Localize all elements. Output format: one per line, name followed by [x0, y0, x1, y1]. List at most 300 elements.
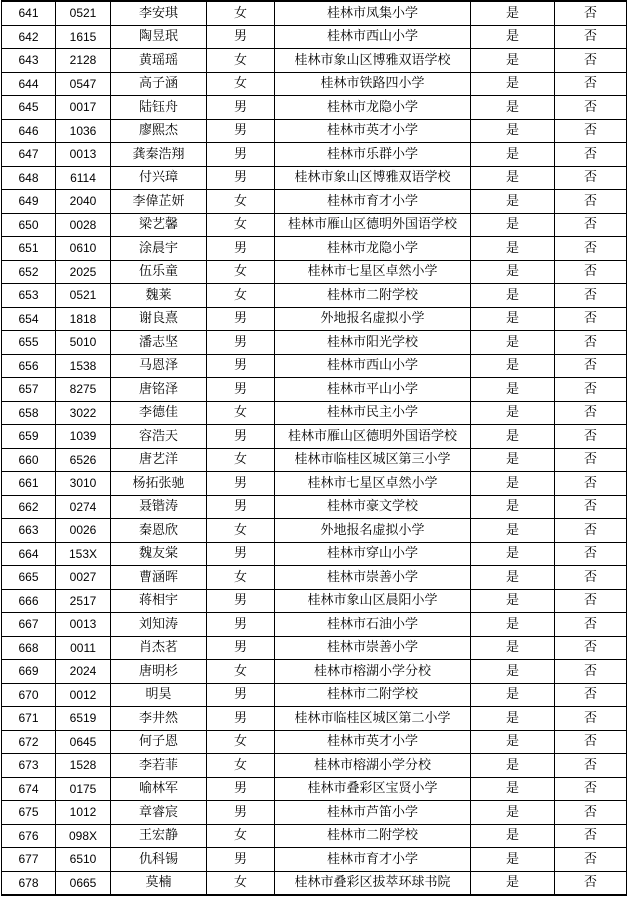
- student-name-cell: 杨拓张驰: [111, 472, 207, 496]
- id-suffix-cell: 0026: [56, 519, 111, 543]
- school-name-cell: 桂林市二附学校: [275, 284, 471, 308]
- student-name-cell: 谢良熹: [111, 307, 207, 331]
- student-name-cell: 明昊: [111, 683, 207, 707]
- id-suffix-cell: 0665: [56, 871, 111, 895]
- table-row: [2, 119, 627, 143]
- gender-cell: 女: [207, 754, 275, 778]
- id-suffix-cell: 0017: [56, 96, 111, 120]
- qualified-flag-cell: 是: [471, 730, 555, 754]
- other-flag-cell: 否: [555, 96, 627, 120]
- table-row: [2, 472, 627, 496]
- other-flag-cell: 否: [555, 378, 627, 402]
- student-name-cell: 章睿宸: [111, 801, 207, 825]
- row-number-cell: 671: [2, 707, 56, 731]
- gender-cell: 女: [207, 260, 275, 284]
- student-name-cell: 付兴璋: [111, 166, 207, 190]
- id-suffix-cell: 2025: [56, 260, 111, 284]
- student-name-cell: 潘志坚: [111, 331, 207, 355]
- qualified-flag-cell: 是: [471, 801, 555, 825]
- qualified-flag-cell: 是: [471, 613, 555, 637]
- other-flag-cell: 否: [555, 801, 627, 825]
- gender-cell: 男: [207, 636, 275, 660]
- qualified-flag-cell: 是: [471, 260, 555, 284]
- id-suffix-cell: 153X: [56, 542, 111, 566]
- id-suffix-cell: 0013: [56, 143, 111, 167]
- row-number-cell: 667: [2, 613, 56, 637]
- school-name-cell: 桂林市崇善小学: [275, 636, 471, 660]
- student-name-cell: 陆钰舟: [111, 96, 207, 120]
- qualified-flag-cell: 是: [471, 237, 555, 261]
- table-row: [2, 213, 627, 237]
- table-row: [2, 401, 627, 425]
- student-name-cell: 李偉芷妍: [111, 190, 207, 214]
- row-number-cell: 650: [2, 213, 56, 237]
- row-number-cell: 643: [2, 49, 56, 73]
- other-flag-cell: 否: [555, 190, 627, 214]
- gender-cell: 男: [207, 495, 275, 519]
- student-name-cell: 伍乐童: [111, 260, 207, 284]
- school-name-cell: 桂林市龙隐小学: [275, 96, 471, 120]
- gender-cell: 男: [207, 119, 275, 143]
- qualified-flag-cell: 是: [471, 72, 555, 96]
- qualified-flag-cell: 是: [471, 213, 555, 237]
- gender-cell: 女: [207, 72, 275, 96]
- table-body: [2, 1, 627, 895]
- other-flag-cell: 否: [555, 143, 627, 167]
- school-name-cell: 桂林市英才小学: [275, 119, 471, 143]
- row-number-cell: 658: [2, 401, 56, 425]
- row-number-cell: 644: [2, 72, 56, 96]
- student-name-cell: 唐艺洋: [111, 448, 207, 472]
- gender-cell: 女: [207, 660, 275, 684]
- school-name-cell: 桂林市象山区博雅双语学校: [275, 49, 471, 73]
- student-name-cell: 梁艺馨: [111, 213, 207, 237]
- student-name-cell: 肖杰茗: [111, 636, 207, 660]
- row-number-cell: 670: [2, 683, 56, 707]
- other-flag-cell: 否: [555, 25, 627, 49]
- id-suffix-cell: 1039: [56, 425, 111, 449]
- school-name-cell: 桂林市民主小学: [275, 401, 471, 425]
- school-name-cell: 桂林市阳光学校: [275, 331, 471, 355]
- school-name-cell: 桂林市芦笛小学: [275, 801, 471, 825]
- school-name-cell: 桂林市龙隐小学: [275, 237, 471, 261]
- id-suffix-cell: 0175: [56, 777, 111, 801]
- id-suffix-cell: 2517: [56, 589, 111, 613]
- table-row: [2, 425, 627, 449]
- school-name-cell: 桂林市二附学校: [275, 824, 471, 848]
- id-suffix-cell: 0610: [56, 237, 111, 261]
- other-flag-cell: 否: [555, 401, 627, 425]
- other-flag-cell: 否: [555, 425, 627, 449]
- id-suffix-cell: 3022: [56, 401, 111, 425]
- school-name-cell: 桂林市育才小学: [275, 848, 471, 872]
- other-flag-cell: 否: [555, 237, 627, 261]
- gender-cell: 男: [207, 707, 275, 731]
- row-number-cell: 647: [2, 143, 56, 167]
- gender-cell: 男: [207, 378, 275, 402]
- row-number-cell: 648: [2, 166, 56, 190]
- gender-cell: 男: [207, 96, 275, 120]
- gender-cell: 男: [207, 542, 275, 566]
- table-row: [2, 542, 627, 566]
- gender-cell: 男: [207, 425, 275, 449]
- row-number-cell: 673: [2, 754, 56, 778]
- table-row: [2, 307, 627, 331]
- qualified-flag-cell: 是: [471, 589, 555, 613]
- other-flag-cell: 否: [555, 707, 627, 731]
- school-name-cell: 桂林市豪文学校: [275, 495, 471, 519]
- school-name-cell: 外地报名虚拟小学: [275, 307, 471, 331]
- student-name-cell: 李若菲: [111, 754, 207, 778]
- school-name-cell: 桂林市西山小学: [275, 25, 471, 49]
- gender-cell: 女: [207, 284, 275, 308]
- school-name-cell: 桂林市雁山区德明外国语学校: [275, 425, 471, 449]
- student-name-cell: 容浩天: [111, 425, 207, 449]
- id-suffix-cell: 1012: [56, 801, 111, 825]
- row-number-cell: 657: [2, 378, 56, 402]
- id-suffix-cell: 0547: [56, 72, 111, 96]
- table-row: [2, 448, 627, 472]
- table-row: [2, 683, 627, 707]
- student-name-cell: 唐铭泽: [111, 378, 207, 402]
- table-row: [2, 613, 627, 637]
- row-number-cell: 649: [2, 190, 56, 214]
- qualified-flag-cell: 是: [471, 307, 555, 331]
- gender-cell: 男: [207, 307, 275, 331]
- other-flag-cell: 否: [555, 613, 627, 637]
- gender-cell: 女: [207, 871, 275, 895]
- qualified-flag-cell: 是: [471, 636, 555, 660]
- school-name-cell: 桂林市榕湖小学分校: [275, 660, 471, 684]
- id-suffix-cell: 3010: [56, 472, 111, 496]
- gender-cell: 女: [207, 448, 275, 472]
- qualified-flag-cell: 是: [471, 542, 555, 566]
- qualified-flag-cell: 是: [471, 49, 555, 73]
- school-name-cell: 桂林市西山小学: [275, 354, 471, 378]
- table-row: [2, 777, 627, 801]
- student-name-cell: 聂锴涛: [111, 495, 207, 519]
- row-number-cell: 677: [2, 848, 56, 872]
- student-name-cell: 马恩泽: [111, 354, 207, 378]
- school-name-cell: 桂林市乐群小学: [275, 143, 471, 167]
- id-suffix-cell: 0521: [56, 1, 111, 25]
- qualified-flag-cell: 是: [471, 777, 555, 801]
- gender-cell: 男: [207, 25, 275, 49]
- other-flag-cell: 否: [555, 660, 627, 684]
- gender-cell: 男: [207, 472, 275, 496]
- row-number-cell: 641: [2, 1, 56, 25]
- table-row: [2, 284, 627, 308]
- row-number-cell: 663: [2, 519, 56, 543]
- gender-cell: 男: [207, 354, 275, 378]
- gender-cell: 男: [207, 143, 275, 167]
- other-flag-cell: 否: [555, 166, 627, 190]
- student-name-cell: 魏莱: [111, 284, 207, 308]
- other-flag-cell: 否: [555, 472, 627, 496]
- table-row: [2, 848, 627, 872]
- table-row: [2, 25, 627, 49]
- student-name-cell: 仇科锡: [111, 848, 207, 872]
- gender-cell: 男: [207, 331, 275, 355]
- row-number-cell: 646: [2, 119, 56, 143]
- table-row: [2, 96, 627, 120]
- other-flag-cell: 否: [555, 871, 627, 895]
- other-flag-cell: 否: [555, 307, 627, 331]
- enrollment-table: [1, 0, 627, 896]
- id-suffix-cell: 0028: [56, 213, 111, 237]
- qualified-flag-cell: 是: [471, 119, 555, 143]
- table-row: [2, 378, 627, 402]
- student-name-cell: 何子恩: [111, 730, 207, 754]
- qualified-flag-cell: 是: [471, 754, 555, 778]
- student-name-cell: 秦恩欣: [111, 519, 207, 543]
- table-row: [2, 495, 627, 519]
- school-name-cell: 桂林市穿山小学: [275, 542, 471, 566]
- table-row: [2, 143, 627, 167]
- table-row: [2, 519, 627, 543]
- row-number-cell: 651: [2, 237, 56, 261]
- row-number-cell: 645: [2, 96, 56, 120]
- student-name-cell: 曹涵晖: [111, 566, 207, 590]
- school-name-cell: 桂林市二附学校: [275, 683, 471, 707]
- other-flag-cell: 否: [555, 754, 627, 778]
- row-number-cell: 653: [2, 284, 56, 308]
- other-flag-cell: 否: [555, 1, 627, 25]
- qualified-flag-cell: 是: [471, 660, 555, 684]
- id-suffix-cell: 0027: [56, 566, 111, 590]
- id-suffix-cell: 0274: [56, 495, 111, 519]
- id-suffix-cell: 1528: [56, 754, 111, 778]
- qualified-flag-cell: 是: [471, 707, 555, 731]
- gender-cell: 男: [207, 237, 275, 261]
- row-number-cell: 654: [2, 307, 56, 331]
- student-name-cell: 蒋相宇: [111, 589, 207, 613]
- id-suffix-cell: 6519: [56, 707, 111, 731]
- table-row: [2, 636, 627, 660]
- school-name-cell: 桂林市叠彩区宝贤小学: [275, 777, 471, 801]
- school-name-cell: 桂林市铁路四小学: [275, 72, 471, 96]
- school-name-cell: 桂林市雁山区德明外国语学校: [275, 213, 471, 237]
- other-flag-cell: 否: [555, 824, 627, 848]
- student-name-cell: 魏友棠: [111, 542, 207, 566]
- gender-cell: 女: [207, 730, 275, 754]
- row-number-cell: 655: [2, 331, 56, 355]
- school-name-cell: 桂林市崇善小学: [275, 566, 471, 590]
- table-row: [2, 1, 627, 25]
- row-number-cell: 652: [2, 260, 56, 284]
- table-row: [2, 871, 627, 895]
- other-flag-cell: 否: [555, 213, 627, 237]
- school-name-cell: 桂林市叠彩区拔萃环球书院: [275, 871, 471, 895]
- student-name-cell: 黄瑶瑶: [111, 49, 207, 73]
- id-suffix-cell: 1538: [56, 354, 111, 378]
- id-suffix-cell: 6526: [56, 448, 111, 472]
- gender-cell: 女: [207, 1, 275, 25]
- other-flag-cell: 否: [555, 542, 627, 566]
- qualified-flag-cell: 是: [471, 448, 555, 472]
- table-row: [2, 260, 627, 284]
- student-name-cell: 刘知涛: [111, 613, 207, 637]
- id-suffix-cell: 8275: [56, 378, 111, 402]
- school-name-cell: 桂林市七星区卓然小学: [275, 472, 471, 496]
- student-name-cell: 涂晨宇: [111, 237, 207, 261]
- row-number-cell: 665: [2, 566, 56, 590]
- gender-cell: 女: [207, 213, 275, 237]
- student-name-cell: 李德佳: [111, 401, 207, 425]
- other-flag-cell: 否: [555, 49, 627, 73]
- student-name-cell: 高子涵: [111, 72, 207, 96]
- gender-cell: 男: [207, 613, 275, 637]
- qualified-flag-cell: 是: [471, 143, 555, 167]
- qualified-flag-cell: 是: [471, 96, 555, 120]
- id-suffix-cell: 0012: [56, 683, 111, 707]
- qualified-flag-cell: 是: [471, 848, 555, 872]
- other-flag-cell: 否: [555, 777, 627, 801]
- gender-cell: 女: [207, 519, 275, 543]
- school-name-cell: 桂林市平山小学: [275, 378, 471, 402]
- gender-cell: 男: [207, 589, 275, 613]
- gender-cell: 女: [207, 190, 275, 214]
- row-number-cell: 672: [2, 730, 56, 754]
- id-suffix-cell: 6510: [56, 848, 111, 872]
- school-name-cell: 桂林市英才小学: [275, 730, 471, 754]
- table-row: [2, 707, 627, 731]
- qualified-flag-cell: 是: [471, 401, 555, 425]
- gender-cell: 男: [207, 166, 275, 190]
- other-flag-cell: 否: [555, 448, 627, 472]
- row-number-cell: 660: [2, 448, 56, 472]
- gender-cell: 女: [207, 401, 275, 425]
- other-flag-cell: 否: [555, 683, 627, 707]
- id-suffix-cell: 0521: [56, 284, 111, 308]
- other-flag-cell: 否: [555, 260, 627, 284]
- school-name-cell: 桂林市七星区卓然小学: [275, 260, 471, 284]
- qualified-flag-cell: 是: [471, 190, 555, 214]
- row-number-cell: 669: [2, 660, 56, 684]
- row-number-cell: 674: [2, 777, 56, 801]
- student-name-cell: 唐明杉: [111, 660, 207, 684]
- row-number-cell: 668: [2, 636, 56, 660]
- qualified-flag-cell: 是: [471, 25, 555, 49]
- qualified-flag-cell: 是: [471, 331, 555, 355]
- qualified-flag-cell: 是: [471, 683, 555, 707]
- gender-cell: 女: [207, 824, 275, 848]
- school-name-cell: 桂林市临桂区城区第三小学: [275, 448, 471, 472]
- other-flag-cell: 否: [555, 848, 627, 872]
- student-name-cell: 廖熙杰: [111, 119, 207, 143]
- gender-cell: 男: [207, 683, 275, 707]
- id-suffix-cell: 5010: [56, 331, 111, 355]
- id-suffix-cell: 0645: [56, 730, 111, 754]
- table-row: [2, 730, 627, 754]
- row-number-cell: 678: [2, 871, 56, 895]
- student-name-cell: 莫楠: [111, 871, 207, 895]
- qualified-flag-cell: 是: [471, 378, 555, 402]
- other-flag-cell: 否: [555, 495, 627, 519]
- table-row: [2, 754, 627, 778]
- student-name-cell: 喻林军: [111, 777, 207, 801]
- student-name-cell: 龚秦浩翔: [111, 143, 207, 167]
- table-row: [2, 801, 627, 825]
- qualified-flag-cell: 是: [471, 284, 555, 308]
- row-number-cell: 666: [2, 589, 56, 613]
- table-row: [2, 166, 627, 190]
- other-flag-cell: 否: [555, 636, 627, 660]
- id-suffix-cell: 0011: [56, 636, 111, 660]
- gender-cell: 男: [207, 848, 275, 872]
- school-name-cell: 桂林市榕湖小学分校: [275, 754, 471, 778]
- other-flag-cell: 否: [555, 519, 627, 543]
- student-name-cell: 李井然: [111, 707, 207, 731]
- qualified-flag-cell: 是: [471, 1, 555, 25]
- table-row: [2, 824, 627, 848]
- table-row: [2, 354, 627, 378]
- gender-cell: 男: [207, 801, 275, 825]
- id-suffix-cell: 1818: [56, 307, 111, 331]
- other-flag-cell: 否: [555, 331, 627, 355]
- qualified-flag-cell: 是: [471, 871, 555, 895]
- school-name-cell: 桂林市象山区博雅双语学校: [275, 166, 471, 190]
- other-flag-cell: 否: [555, 284, 627, 308]
- other-flag-cell: 否: [555, 566, 627, 590]
- id-suffix-cell: 2128: [56, 49, 111, 73]
- other-flag-cell: 否: [555, 72, 627, 96]
- table-row: [2, 331, 627, 355]
- id-suffix-cell: 0013: [56, 613, 111, 637]
- table-row: [2, 589, 627, 613]
- school-name-cell: 桂林市凤集小学: [275, 1, 471, 25]
- qualified-flag-cell: 是: [471, 824, 555, 848]
- id-suffix-cell: 1615: [56, 25, 111, 49]
- row-number-cell: 675: [2, 801, 56, 825]
- gender-cell: 女: [207, 49, 275, 73]
- qualified-flag-cell: 是: [471, 354, 555, 378]
- id-suffix-cell: 2040: [56, 190, 111, 214]
- school-name-cell: 桂林市临桂区城区第二小学: [275, 707, 471, 731]
- other-flag-cell: 否: [555, 119, 627, 143]
- school-name-cell: 桂林市象山区晨阳小学: [275, 589, 471, 613]
- table-row: [2, 49, 627, 73]
- id-suffix-cell: 2024: [56, 660, 111, 684]
- row-number-cell: 642: [2, 25, 56, 49]
- table-row: [2, 190, 627, 214]
- row-number-cell: 661: [2, 472, 56, 496]
- qualified-flag-cell: 是: [471, 566, 555, 590]
- qualified-flag-cell: 是: [471, 495, 555, 519]
- table-row: [2, 237, 627, 261]
- qualified-flag-cell: 是: [471, 166, 555, 190]
- other-flag-cell: 否: [555, 589, 627, 613]
- row-number-cell: 659: [2, 425, 56, 449]
- gender-cell: 女: [207, 566, 275, 590]
- school-name-cell: 桂林市石油小学: [275, 613, 471, 637]
- qualified-flag-cell: 是: [471, 425, 555, 449]
- school-name-cell: 外地报名虚拟小学: [275, 519, 471, 543]
- student-name-cell: 王宏静: [111, 824, 207, 848]
- id-suffix-cell: 098X: [56, 824, 111, 848]
- table-row: [2, 566, 627, 590]
- qualified-flag-cell: 是: [471, 472, 555, 496]
- id-suffix-cell: 6114: [56, 166, 111, 190]
- row-number-cell: 664: [2, 542, 56, 566]
- table-row: [2, 660, 627, 684]
- table-row: [2, 72, 627, 96]
- other-flag-cell: 否: [555, 354, 627, 378]
- id-suffix-cell: 1036: [56, 119, 111, 143]
- student-name-cell: 陶昱珉: [111, 25, 207, 49]
- qualified-flag-cell: 是: [471, 519, 555, 543]
- row-number-cell: 662: [2, 495, 56, 519]
